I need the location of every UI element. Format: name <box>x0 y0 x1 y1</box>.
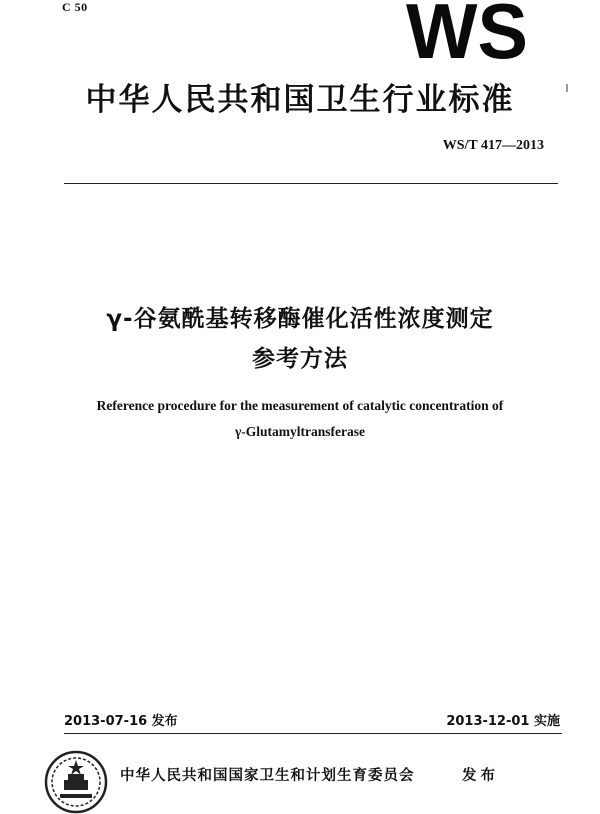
standard-number: WS/T 417—2013 <box>442 138 544 153</box>
title-chinese-line-2: 参考方法 <box>252 346 348 372</box>
implementation-date: 2013-12-01 实施 <box>446 714 560 729</box>
publish-label: 发布 <box>462 768 499 784</box>
publisher-name: 中华人民共和国国家卫生和计划生育委员会 <box>120 768 415 784</box>
issue-date: 2013-07-16 发布 <box>64 714 178 729</box>
title-english-line-1: Reference procedure for the measurement of catalytic concentration of <box>96 398 504 413</box>
title-chinese-line-1: γ-谷氨酰基转移酶催化活性浓度测定 <box>106 306 494 332</box>
ccs-classification-code: C 50 <box>62 0 88 14</box>
ws-logo-text: WS <box>406 0 528 62</box>
bottom-divider <box>64 733 562 734</box>
national-emblem-icon <box>44 750 108 814</box>
top-divider <box>64 183 558 184</box>
authority-title: 中华人民共和国卫生行业标准 <box>85 82 515 118</box>
ws-logo <box>405 0 530 62</box>
margin-mark <box>566 84 568 92</box>
title-english-line-2: γ-Glutamyltransferase <box>234 424 366 439</box>
